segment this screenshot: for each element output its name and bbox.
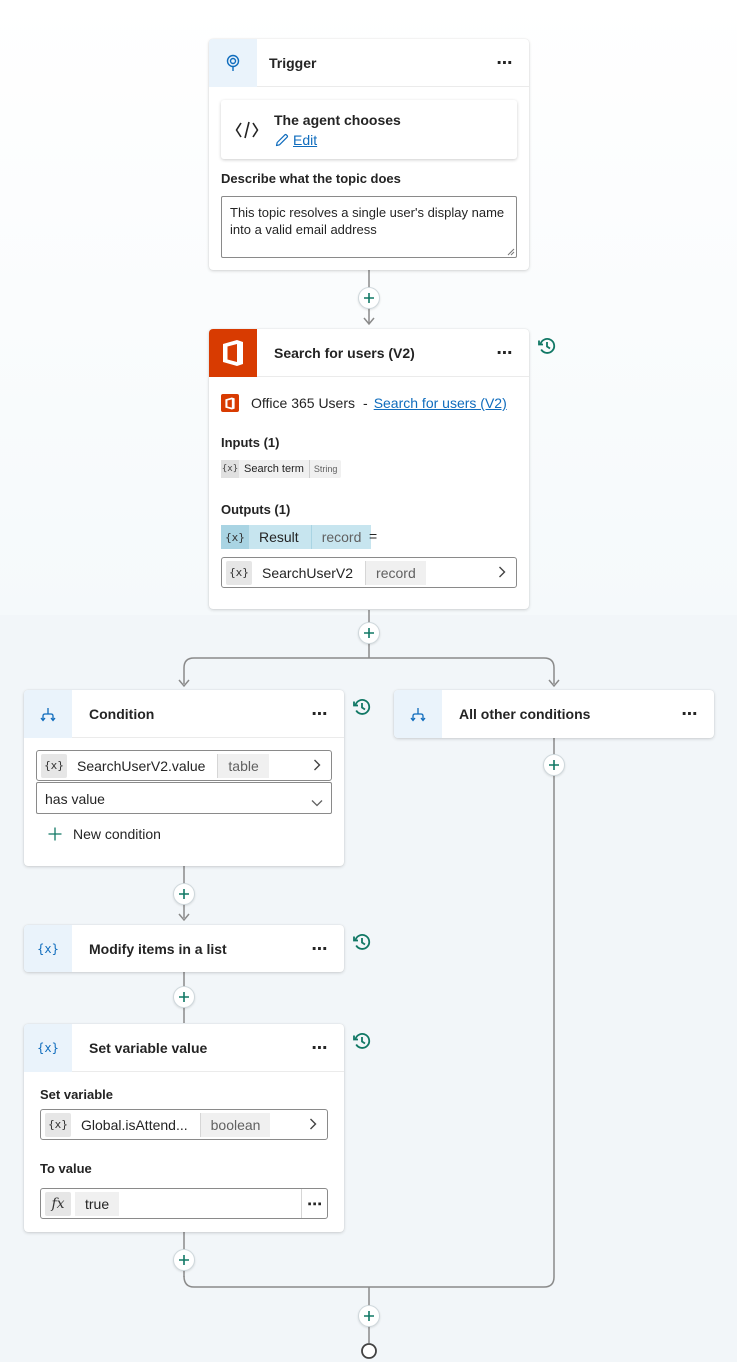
- set-variable-title: Set variable value: [89, 1040, 208, 1056]
- plus-icon: [548, 759, 560, 771]
- output-type: record: [311, 525, 372, 549]
- condition-variable-name: SearchUserV2.value: [77, 757, 206, 774]
- office-small-icon: [221, 394, 239, 412]
- chevron-down-icon: [311, 794, 323, 810]
- search-users-more-button[interactable]: ⋯: [496, 345, 514, 362]
- search-users-title: Search for users (V2): [274, 345, 415, 361]
- set-variable-more-button[interactable]: ⋯: [311, 1040, 329, 1057]
- variable-icon: {x}: [221, 525, 249, 549]
- formula-icon: fx: [45, 1192, 71, 1216]
- to-value-input[interactable]: [40, 1188, 328, 1219]
- search-users-header: [209, 329, 529, 377]
- branch-icon: [24, 690, 72, 738]
- condition-more-button[interactable]: ⋯: [311, 706, 329, 723]
- description-text: This topic resolves a single user's display name into a valid email address: [230, 205, 505, 237]
- search-users-card[interactable]: [209, 329, 529, 609]
- other-conditions-more-button[interactable]: ⋯: [681, 706, 699, 723]
- condition-card[interactable]: [24, 690, 344, 866]
- variable-icon: [24, 1024, 72, 1072]
- more-icon: ⋯: [307, 1195, 322, 1213]
- equals-sign: =: [369, 528, 378, 544]
- set-variable-card[interactable]: [24, 1024, 344, 1232]
- edit-label: Edit: [293, 132, 318, 148]
- pencil-icon: [274, 132, 290, 148]
- history-icon[interactable]: [352, 932, 372, 952]
- other-conditions-header: [394, 690, 714, 738]
- variable-icon: {x}: [45, 1113, 71, 1137]
- add-node-button-other[interactable]: [543, 754, 565, 776]
- plus-icon: [363, 292, 375, 304]
- modify-list-more-button[interactable]: ⋯: [311, 941, 329, 958]
- history-icon[interactable]: [537, 336, 557, 356]
- output-variable-type: record: [365, 561, 426, 585]
- trigger-header: [209, 39, 529, 87]
- plus-icon: [178, 991, 190, 1003]
- trigger-edit-link[interactable]: [274, 132, 317, 148]
- connector-row: [221, 394, 507, 412]
- chevron-right-icon: [309, 1117, 317, 1133]
- outputs-label: Outputs (1): [221, 502, 291, 517]
- plus-icon: [178, 888, 190, 900]
- connector-name: Office 365 Users: [251, 395, 356, 411]
- input-chip: [221, 460, 341, 478]
- variable-icon-text: {x}: [37, 941, 59, 956]
- add-node-button-4[interactable]: [173, 986, 195, 1008]
- add-node-button-3[interactable]: [173, 883, 195, 905]
- add-node-button-final[interactable]: [358, 1305, 380, 1327]
- condition-title: Condition: [89, 706, 155, 722]
- output-chip: [221, 525, 371, 549]
- end-node-icon: [362, 1344, 376, 1358]
- to-value-label: To value: [40, 1161, 92, 1176]
- modify-list-card[interactable]: [24, 925, 344, 972]
- branch-icon: [394, 690, 442, 738]
- other-conditions-title: All other conditions: [459, 706, 591, 722]
- plus-icon: [363, 627, 375, 639]
- modify-list-header: [24, 925, 344, 972]
- trigger-title: Trigger: [269, 55, 317, 71]
- variable-icon-text: {x}: [37, 1041, 59, 1055]
- chevron-right-icon: [313, 758, 321, 774]
- input-type: String: [309, 460, 342, 478]
- variable-icon: [24, 925, 72, 972]
- variable-icon: {x}: [41, 754, 67, 778]
- variable-icon: {x}: [221, 460, 239, 478]
- variable-icon: {x}: [226, 561, 252, 585]
- chevron-right-icon: [498, 565, 506, 581]
- other-conditions-card[interactable]: [394, 690, 714, 738]
- add-node-button-1[interactable]: [358, 287, 380, 309]
- code-brackets-icon: [235, 119, 259, 141]
- set-variable-type: boolean: [200, 1113, 271, 1137]
- to-value-text: true: [75, 1192, 119, 1216]
- office-logo-icon: [209, 329, 257, 377]
- trigger-card[interactable]: [209, 39, 529, 270]
- trigger-icon: [209, 39, 257, 87]
- output-variable-picker[interactable]: [221, 557, 517, 588]
- action-link[interactable]: Search for users (V2): [373, 395, 507, 411]
- input-name: Search term: [244, 463, 304, 475]
- plus-icon: [48, 827, 62, 841]
- history-icon[interactable]: [352, 697, 372, 717]
- set-variable-picker[interactable]: [40, 1109, 328, 1140]
- operator-value: has value: [45, 791, 105, 807]
- plus-icon: [363, 1310, 375, 1322]
- set-variable-label: Set variable: [40, 1087, 113, 1102]
- condition-variable-picker[interactable]: [36, 750, 332, 781]
- set-variable-header: [24, 1024, 344, 1072]
- connector-separator: -: [363, 395, 368, 411]
- modify-list-title: Modify items in a list: [89, 941, 227, 957]
- resize-handle-icon[interactable]: [507, 248, 515, 256]
- trigger-more-button[interactable]: ⋯: [496, 55, 514, 72]
- new-condition-label: New condition: [73, 826, 161, 842]
- add-node-button-2[interactable]: [358, 622, 380, 644]
- description-textarea[interactable]: [221, 196, 517, 258]
- set-variable-name: Global.isAttend...: [81, 1116, 188, 1133]
- condition-variable-type: table: [217, 754, 268, 778]
- operator-dropdown[interactable]: [36, 782, 332, 814]
- trigger-mode-title: The agent chooses: [274, 112, 401, 128]
- output-variable-name: SearchUserV2: [262, 564, 354, 581]
- new-condition-button[interactable]: [48, 826, 161, 842]
- add-node-button-5[interactable]: [173, 1249, 195, 1271]
- history-icon[interactable]: [352, 1031, 372, 1051]
- trigger-mode-box[interactable]: [221, 100, 517, 159]
- inputs-label: Inputs (1): [221, 435, 280, 450]
- condition-header: [24, 690, 344, 738]
- plus-icon: [178, 1254, 190, 1266]
- describe-label: Describe what the topic does: [221, 171, 401, 186]
- value-more-button[interactable]: [301, 1189, 327, 1218]
- output-name: Result: [259, 529, 299, 545]
